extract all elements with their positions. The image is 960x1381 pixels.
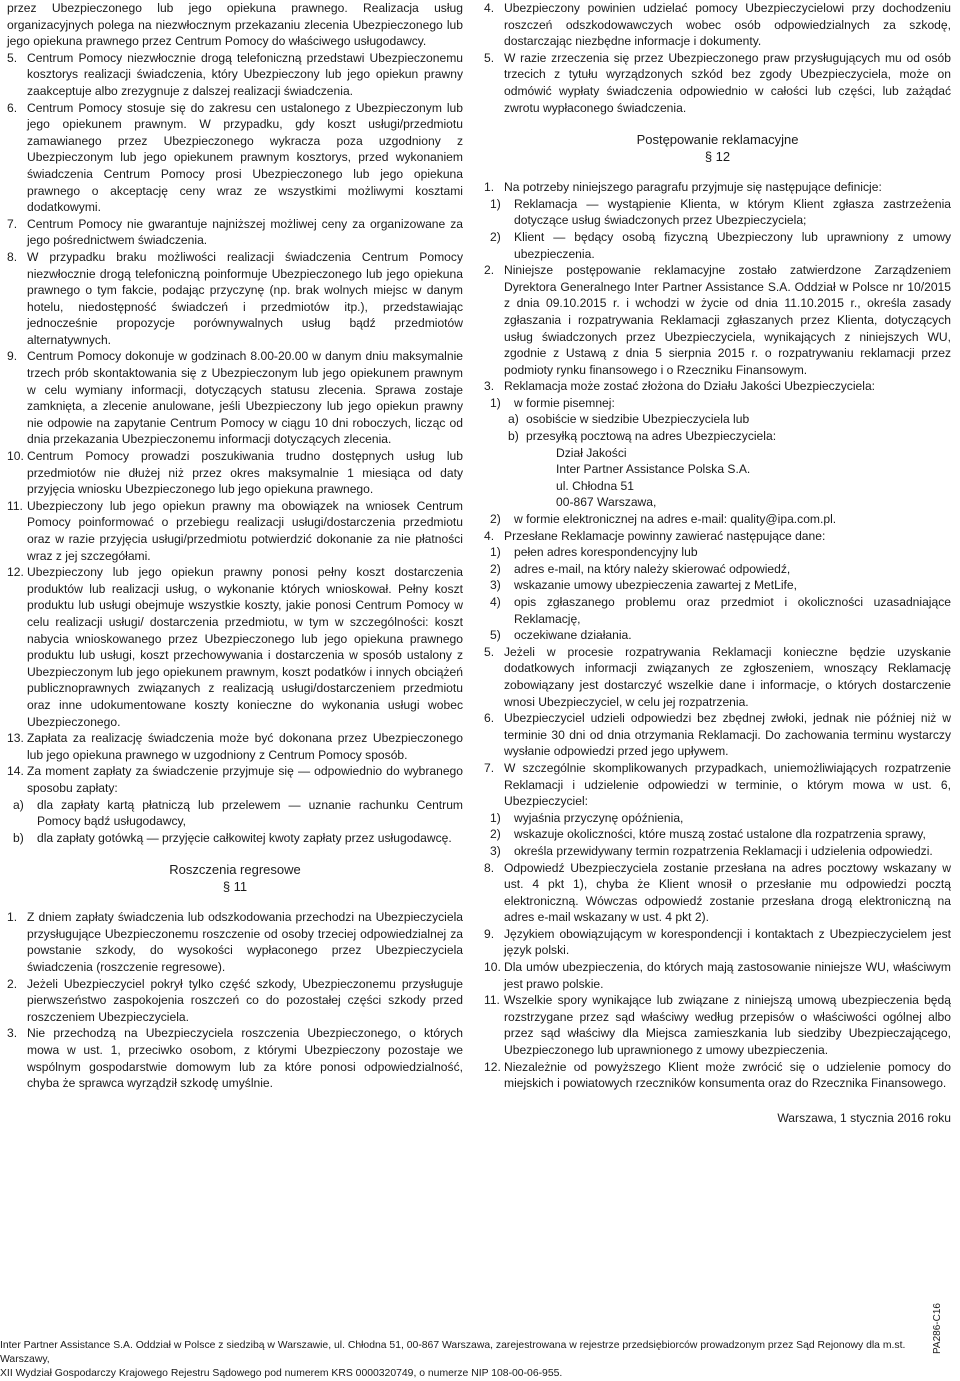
reklamacje-items-8-12 — [484, 860, 951, 1092]
reklamacje-item-7 — [484, 760, 951, 810]
list-item-number: 11. — [484, 993, 500, 1008]
subitem — [490, 843, 951, 860]
subitem-text: w formie elektronicznej na adres e-mail: quality@ipa.com.pl. — [514, 512, 837, 527]
footer-line-2: XII Wydział Gospodarczy Krajowego Rejestru Sądowego pod numerem KRS 0000320749, o numerze NIP 108-00-06-955. — [0, 1368, 563, 1379]
item-number: 2. — [484, 263, 495, 278]
reklamacje-item-3 — [484, 378, 951, 395]
list-item — [7, 348, 463, 448]
list-item-number: 1. — [7, 910, 18, 925]
list-item-number: 10. — [484, 960, 501, 975]
list-item-number: 2. — [7, 976, 18, 991]
list-item-text: Niezależnie od powyższego Klient może zwrócić się o udzielenie pomocy do miejskich i powiatowych rzeczników konsumenta oraz do Rzecznika Finansowego. — [504, 1059, 951, 1091]
list-item — [484, 926, 951, 959]
item-3-nested-sublist — [490, 411, 951, 444]
list-item-number: 4. — [484, 1, 495, 15]
item-14-sublist — [13, 797, 463, 847]
section-title-regres: Roszczenia regresowe — [169, 862, 301, 878]
list-item — [7, 909, 463, 975]
document-code: PA286-C16 — [932, 1303, 943, 1354]
list-item-text: Jeżeli Ubezpieczyciel pokrył tylko część szkody, Ubezpieczonemu przysługuje pierwszeństwo zaspokojenia roszczeń co do pozostałej części szkody przed roszczeniem Ubezpieczyciela. — [27, 976, 463, 1024]
list-item-number: 12. — [7, 565, 24, 580]
list-item-number: 7. — [7, 216, 18, 231]
subitem-number: a) — [13, 797, 24, 812]
item-text: Na potrzeby niniejszego paragrafu przyjmuje się następujące definicje: — [504, 180, 882, 195]
subitem-text: dla zapłaty kartą płatniczą lub przelewem — uznanie rachunku Centrum Pomocy bądź usługodawcy, — [37, 797, 463, 829]
list-item-number: 9. — [7, 349, 18, 364]
list-item-number: 6. — [7, 100, 18, 115]
page-footer — [0, 1339, 930, 1381]
list-item-number: 13. — [7, 731, 24, 746]
list-item — [7, 763, 463, 796]
nested-subitem-text: przesyłką pocztową na adres Ubezpieczyciela: — [526, 429, 777, 444]
subitem — [490, 395, 951, 412]
list-item-number: 3. — [7, 1026, 18, 1041]
list-item-text: Wszelkie spory wynikające lub związane z niniejszą umową ubezpieczenia będą rozstrzygane przez sąd właściwy według przepisów o właściwości ogólnej albo przez sąd właściwy dla Miejsca zamieszkania lub siedziby Ubezpieczającego, Ubezpieczonego lub uprawnionego z umowy ubezpieczenia. — [504, 993, 951, 1058]
list-item-number: 11. — [7, 498, 23, 513]
list-item — [484, 860, 951, 926]
subitem-number: 4) — [490, 595, 501, 609]
subitem-text: adres e-mail, na który należy skierować odpowiedź, — [514, 561, 791, 576]
list-item-text: Nie przechodzą na Ubezpieczyciela roszczenia Ubezpieczonego, o których mowa w ust. 1, przeciwko osobom, z którymi Ubezpieczony pozostaje we wspólnym gospodarstwie domowym lub za które ponosi odpowiedzialność, chyba że sprawca wyrządził szkodę umyślnie. — [27, 1026, 463, 1091]
list-item — [7, 564, 463, 730]
list-item — [7, 216, 463, 249]
item-1-sublist — [490, 196, 951, 262]
list-item-text: Ubezpieczony lub jego opiekun prawny ponosi pełny koszt dostarczenia produktów lub realizacji usług, o wykonanie których wnioskował. Pełny koszt produktu lub usługi obejmuje wszystkie koszty, jakie ponosi Centrum Pomocy w celu realizacji usługi/ dostarczenia przedmiotu, w tym w szczególności: koszt nabycia wnioskowanego przez Ubezpieczonego lub jego opiekuna prawnego produktu lub usługi, koszt przechowywania i dostarczenia w sposób ustalony z Ubezpieczonym lub jego opiekunem prawnym, koszt podatków i innych obciążeń publicznoprawnych związanych z realizacją usługi/dostarczeniem przedmiotu oraz inne udokumentowane koszty konieczne do wykonania usługi wobec Ubezpieczonego. — [27, 565, 463, 729]
list-item-text: Zapłata za realizację świadczenia może być dokonana przez Ubezpieczonego lub jego opiekuna prawnego w uzgodniony z Centrum Pomocy sposób. — [27, 731, 463, 762]
reklamacje-item-4 — [484, 528, 951, 545]
nested-subitem-text: osobiście w siedzibie Ubezpieczyciela lub — [526, 412, 750, 427]
subitem-text: Klient — będący osobą fizyczną Ubezpieczony lub uprawniony z umowy ubezpieczenia. — [514, 229, 951, 261]
subitem-number: 3) — [490, 578, 501, 593]
list-item-number: 5. — [7, 50, 18, 65]
date-line: Warszawa, 1 stycznia 2016 roku — [777, 1110, 951, 1125]
list-item-number: 8. — [484, 860, 495, 875]
postal-address — [490, 445, 951, 511]
list-item-number: 14. — [7, 764, 24, 779]
subitem-number: 5) — [490, 628, 501, 643]
subitem — [490, 577, 951, 594]
subitem — [490, 511, 951, 528]
item-number: 3. — [484, 379, 495, 394]
item-number: 7. — [484, 760, 495, 775]
subitem-text: oczekiwane działania. — [514, 628, 632, 643]
list-item-text: Z dniem zapłaty świadczenia lub odszkodowania przechodzi na Ubezpieczyciela przysługujące Ubezpieczonemu roszczenie od osoby trzeciej odpowiedzialnej za powstanie szkody, do wysokości wypłaconego przez Ubezpieczyciela świadczenia (roszczenie regresowe). — [27, 910, 463, 975]
item-number: 1. — [484, 180, 495, 195]
list-item — [484, 644, 951, 710]
list-item-text: Ubezpieczyciel udzieli odpowiedzi bez zbędnej zwłoki, jednak nie później niż w terminie 30 dni od dnia otrzymania Reklamacji. Do zachowania terminu wystarczy wysłanie odpowiedzi przed jego upływem. — [504, 711, 951, 759]
item-7-sublist — [490, 810, 951, 860]
left-items-list — [7, 50, 463, 797]
list-item-number: 8. — [7, 249, 18, 264]
subitem-number: 1) — [490, 545, 501, 560]
address-line: 00-867 Warszawa, — [556, 495, 657, 510]
subitem — [490, 561, 951, 578]
list-item-number: 9. — [484, 926, 495, 941]
list-item — [484, 992, 951, 1058]
subitem-number: 3) — [490, 843, 501, 858]
subitem-number: 1) — [490, 196, 501, 211]
subitem-text: dla zapłaty gotówką — przyjęcie całkowitej kwoty zapłaty przez usługodawcę. — [37, 830, 452, 845]
item-number: 4. — [484, 528, 495, 543]
nested-subitem — [490, 428, 951, 445]
footer-line-1: Inter Partner Assistance S.A. Oddział w Polsce z siedzibą w Warszawie, ul. Chłodna 51, 00-867 Warszawa, zarejestrowana w rejestrze przedsiębiorców prowadzonym przez Sąd Rejonowy dla m.st. Warszawy, — [0, 1340, 906, 1365]
item-3-sublist — [490, 395, 951, 528]
subitem — [490, 544, 951, 561]
nested-subitem-number: a) — [508, 412, 519, 427]
item-text: Niniejsze postępowanie reklamacyjne zostało zatwierdzone Zarządzeniem Dyrektora Generalnego Inter Partner Assistance S.A. Oddział w Polsce nr 10/2015 z dnia 09.10.2015 r. i wchodzi w życie od dnia 11.10.2015 r., określa zasady zgłaszania i rozpatrywania Reklamacji zgłaszanych przez Klienta, dotyczących usług świadczonych przez Ubezpieczyciela, wynikających z niniejszych WU, zgodnie z Ustawą z dnia 5 sierpnia 2015 r. o rozpatrywaniu reklamacji przez podmioty rynku finansowego i o Rzeczniku Finansowym. — [504, 263, 951, 377]
subitem-text: wskazuje okoliczności, które muszą zostać ustalone dla rozpatrzenia sprawy, — [514, 827, 926, 842]
subitem-text: wskazanie umowy ubezpieczenia zawartej z MetLife, — [514, 578, 797, 593]
list-item-text: W razie zrzeczenia się przez Ubezpieczonego praw przysługujących mu od osób trzecich z tytułu wyrządzonych szkód bez zgody Ubezpieczyciela, może on odmówić wypłaty świadczenia odpowiednio w całości lub części, lub zażądać zwrotu wypłaconego świadczenia. — [504, 50, 951, 115]
list-item-text: Jeżeli w procesie rozpatrywania Reklamacji konieczne będzie uzyskanie dodatkowych informacji związanych ze zgłoszeniem, wnoszący Reklamację zobowiązany jest dostarczyć wszelkie dane i informacje, o których dostarczenie wnosi Ubezpieczyciel, w celu jej rozpatrzenia. — [504, 644, 951, 709]
list-item-text: Centrum Pomocy stosuje się do zakresu cen ustalonego z Ubezpieczonym lub jego opiekunem prawnym. W przypadku, gdy koszt usługi/przedmiotu zamawianego przez Ubezpieczonego wykracza poza uzgodniony z Ubezpieczonym lub jego opiekunem prawnym kosztorys, przed wykonaniem świadczenia Centrum Pomocy prosi Ubezpieczonego lub jego opiekuna prawnego o akceptację ceny wraz ze wszystkimi możliwymi kosztami dodatkowymi. — [27, 100, 463, 215]
subitem-text: opis zgłaszanego problemu oraz przedmiot i okoliczności uzasadniające Reklamację, — [514, 595, 951, 626]
list-item — [484, 1059, 951, 1092]
list-item — [7, 448, 463, 498]
list-item — [7, 730, 463, 763]
reklamacje-items-5-6 — [484, 644, 951, 760]
subitem-text: określa przewidywany termin rozpatrzenia Reklamacji i udzielenia odpowiedzi. — [514, 843, 933, 858]
subitem-number: 2) — [490, 827, 501, 842]
subitem-number: 2) — [490, 229, 501, 244]
regres-items-list — [7, 909, 463, 1092]
subitem — [490, 229, 951, 262]
left-column — [7, 0, 463, 1092]
subitem — [13, 830, 463, 847]
list-item-text: Ubezpieczony lub jego opiekun prawny ma obowiązek na wniosek Centrum Pomocy poinformować o przebiegu realizacji usługi/dostarczenia przedmiotu oraz w razie przyjęcia usługi/przedmiotu potwierdzić dokonanie za nie płatności wraz z jej szczegółami. — [27, 498, 463, 563]
nested-subitem-number: b) — [508, 429, 519, 444]
subitem — [490, 196, 951, 229]
list-item — [7, 100, 463, 216]
section-paragraph-11: § 11 — [222, 879, 248, 895]
item-text: Przesłane Reklamacje powinny zawierać następujące dane: — [504, 528, 826, 543]
subitem-number: 1) — [490, 810, 501, 825]
right-column — [484, 0, 951, 1126]
list-item-number: 6. — [484, 711, 495, 726]
list-item-text: Centrum Pomocy niezwłocznie drogą telefoniczną przedstawi Ubezpieczonemu kosztorys realizacji świadczenia, który Ubezpieczony lub jego opiekun prawny zaakceptuje albo zrezygnuje z dalszej realizacji świadczenia. — [27, 50, 463, 98]
list-item-text: Językiem obowiązującym w korespondencji i kontaktach z Ubezpieczycielem jest język polski. — [504, 926, 951, 958]
section-title-reklamacje: Postępowanie reklamacyjne — [636, 132, 799, 148]
list-item-text: Ubezpieczony powinien udzielać pomocy Ubezpieczycielowi przy dochodzeniu roszczeń odszkodowawczych wobec osób odpowiedzialnych za szkodę, dostarczając niezbędne informacje i dokumenty. — [504, 1, 951, 49]
list-item-text: Centrum Pomocy dokonuje w godzinach 8.00-20.00 w danym dniu maksymalnie trzech prób skontaktowania się z Ubezpieczonym lub jego opiekunem prawnym w celu wymiany informacji, dotyczących statusu zlecenia. Sprawa zostaje zamknięta, a zlecenie anulowane, jeśli Ubezpieczony lub jego opiekun prawny nie odpowie na zapytanie Centrum Pomocy w ciągu 10 dni roboczych, licząc od dnia przekazania Ubezpieczonemu informacji dotyczących zlecenia. — [27, 349, 463, 447]
list-item — [484, 710, 951, 760]
list-item-number: 5. — [484, 50, 495, 65]
subitem — [490, 627, 951, 644]
nested-subitem — [490, 411, 951, 428]
list-item — [7, 976, 463, 1026]
list-item — [484, 50, 951, 116]
subitem — [490, 826, 951, 843]
subitem-text: pełen adres korespondencyjny lub — [514, 545, 698, 560]
subitem-text: wyjaśnia przyczynę opóźnienia, — [514, 810, 684, 825]
intro-paragraph: przez Ubezpieczonego lub jego opiekuna prawnego. Realizacja usług organizacyjnych polega na niezwłocznym przekazaniu zlecenia Ubezpieczonego lub jego opiekuna prawnego przez Centrum Pomocy do właściwego usługodawcy. — [7, 1, 463, 49]
list-item-text: Centrum Pomocy nie gwarantuje najniższej możliwej ceny za organizowane za jego pośrednictwem świadczenia. — [27, 216, 463, 248]
item-4-sublist — [490, 544, 951, 644]
address-line: ul. Chłodna 51 — [556, 478, 634, 493]
subitem-number: 2) — [490, 561, 501, 576]
list-item — [7, 50, 463, 100]
list-item-text: Odpowiedź Ubezpieczyciela zostanie przesłana na adres pocztowy wskazany w ust. 4 pkt 1), chyba że Klient wnosił o przesłanie mu odpowiedzi pocztą elektroniczną. Wówczas odpowiedź zostanie przesłana drogą elektroniczną na adres e-mail wskazany w ust. 4 pkt 2). — [504, 860, 951, 925]
address-line: Dział Jakości — [556, 445, 627, 460]
subitem-text: Reklamacja — wystąpienie Klienta, w którym Klient zgłasza zastrzeżenia dotyczące usług świadczonych przez Ubezpieczyciela; — [514, 196, 951, 228]
section-paragraph-12: § 12 — [704, 149, 731, 165]
list-item-text: Dla umów ubezpieczenia, do których mają zastosowanie niniejsze WU, właściwym jest prawo polskie. — [504, 960, 951, 991]
subitem-number: 2) — [490, 512, 501, 527]
address-line: Inter Partner Assistance Polska S.A. — [556, 462, 751, 477]
right-items-list — [484, 0, 951, 116]
subitem — [490, 594, 951, 627]
list-item — [7, 249, 463, 349]
list-item-text: Centrum Pomocy prowadzi poszukiwania trudno dostępnych usług lub przedmiotów nie dłużej niż przez okres maksymalnie 1 miesiąca od daty przyjęcia wniosku Ubezpieczonego lub jego opiekuna prawnego. — [27, 449, 463, 497]
subitem — [490, 810, 951, 827]
item-text: Reklamacja może zostać złożona do Działu Jakości Ubezpieczyciela: — [504, 379, 876, 394]
list-item — [7, 1025, 463, 1091]
list-item-text: Za moment zapłaty za świadczenie przyjmuje się — odpowiednio do wybranego sposobu zapłaty: — [27, 764, 463, 795]
subitem — [13, 797, 463, 830]
list-item-number: 12. — [484, 1059, 501, 1074]
reklamacje-item-2 — [484, 262, 951, 378]
subitem-text: w formie pisemnej: — [514, 395, 615, 410]
reklamacje-item-1 — [484, 179, 951, 196]
item-text: W szczególnie skomplikowanych przypadkach, uniemożliwiających rozpatrzenie Reklamacji i udzielenie odpowiedzi w terminie, o którym mowa w ust. 6, Ubezpieczyciel: — [504, 760, 951, 809]
list-item — [484, 0, 951, 50]
list-item — [484, 959, 951, 992]
list-item-number: 10. — [7, 449, 24, 464]
list-item-text: W przypadku braku możliwości realizacji świadczenia Centrum Pomocy niezwłocznie drogą telefoniczną poinformuje Ubezpieczonego lub jego opiekuna prawnego o tym fakcie, podając przyczynę (np. brak wolnych miejsc w danym hotelu, niedostępność świadczeń i przedmiotów itp.), przedstawiając jednocześnie propozycje porównywalnych usług bądź przedmiotów alternatywnych. — [27, 249, 463, 347]
list-item — [7, 498, 463, 564]
list-item-number: 5. — [484, 644, 495, 659]
subitem-number: b) — [13, 830, 24, 845]
subitem-number: 1) — [490, 395, 501, 410]
